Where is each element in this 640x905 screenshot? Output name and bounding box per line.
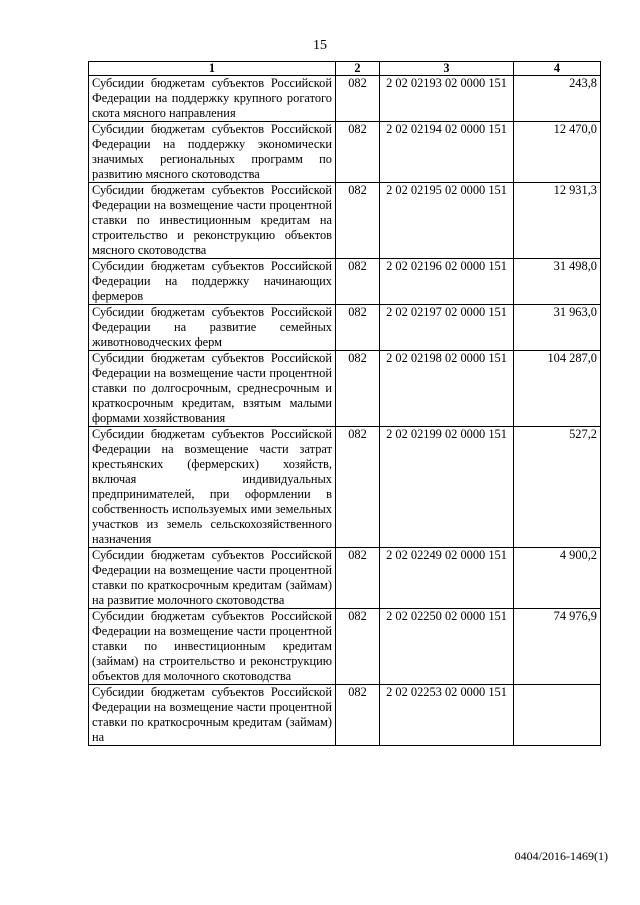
- row-name: Субсидии бюджетам субъектов Российской Федерации на возмещение части процентной ставки по краткосрочным кредитам (займам) на: [89, 685, 336, 746]
- table-row: [89, 548, 601, 609]
- row-name: Субсидии бюджетам субъектов Российской Федерации на развитие семейных животноводческих ферм: [89, 305, 336, 351]
- row-admin-code: 082: [336, 122, 380, 183]
- row-classification-code: 2 02 02198 02 0000 151: [380, 351, 514, 427]
- table-row: [89, 609, 601, 685]
- row-admin-code: 082: [336, 609, 380, 685]
- row-name: Субсидии бюджетам субъектов Российской Федерации на поддержку начинающих фермеров: [89, 259, 336, 305]
- table-row: [89, 183, 601, 259]
- row-classification-code: 2 02 02253 02 0000 151: [380, 685, 514, 746]
- table-row: [89, 259, 601, 305]
- row-name: Субсидии бюджетам субъектов Российской Федерации на возмещение части процентной ставки по краткосрочным кредитам (займам) на развитие молочного скотоводства: [89, 548, 336, 609]
- row-name: Субсидии бюджетам субъектов Российской Федерации на возмещение части процентной ставки по инвестиционным кредитам (займам) на строительство и реконструкцию объектов для молочного скотоводства: [89, 609, 336, 685]
- row-admin-code: 082: [336, 685, 380, 746]
- row-classification-code: 2 02 02196 02 0000 151: [380, 259, 514, 305]
- row-admin-code: 082: [336, 351, 380, 427]
- row-name: Субсидии бюджетам субъектов Российской Федерации на поддержку экономически значимых региональных программ по развитию мясного скотоводства: [89, 122, 336, 183]
- column-header: 3: [380, 62, 514, 76]
- table-row: [89, 351, 601, 427]
- row-classification-code: 2 02 02197 02 0000 151: [380, 305, 514, 351]
- row-admin-code: 082: [336, 259, 380, 305]
- table-header-row: [89, 62, 601, 76]
- row-classification-code: 2 02 02249 02 0000 151: [380, 548, 514, 609]
- table-row: [89, 76, 601, 122]
- row-admin-code: 082: [336, 305, 380, 351]
- column-header: 2: [336, 62, 380, 76]
- row-classification-code: 2 02 02193 02 0000 151: [380, 76, 514, 122]
- table-row: [89, 427, 601, 548]
- column-header: 1: [89, 62, 336, 76]
- table-row: [89, 685, 601, 746]
- row-amount: 31 963,0: [514, 305, 601, 351]
- row-amount: 12 470,0: [514, 122, 601, 183]
- row-amount: 74 976,9: [514, 609, 601, 685]
- row-amount: 104 287,0: [514, 351, 601, 427]
- budget-revenue-table: [88, 61, 601, 746]
- row-name: Субсидии бюджетам субъектов Российской Федерации на возмещение части процентной ставки по инвестиционным кредитам на строительство и реконструкцию объектов мясного скотоводства: [89, 183, 336, 259]
- row-amount: [514, 685, 601, 746]
- table-row: [89, 122, 601, 183]
- row-amount: 12 931,3: [514, 183, 601, 259]
- table-row: [89, 305, 601, 351]
- row-classification-code: 2 02 02250 02 0000 151: [380, 609, 514, 685]
- row-classification-code: 2 02 02194 02 0000 151: [380, 122, 514, 183]
- row-admin-code: 082: [336, 76, 380, 122]
- row-amount: 4 900,2: [514, 548, 601, 609]
- document-footer-code: 0404/2016-1469(1): [514, 849, 608, 863]
- row-name: Субсидии бюджетам субъектов Российской Федерации на возмещение части процентной ставки по долгосрочным, среднесрочным и краткосрочным кредитам, взятым малыми формами хозяйствования: [89, 351, 336, 427]
- column-header: 4: [514, 62, 601, 76]
- row-name: Субсидии бюджетам субъектов Российской Федерации на возмещение части затрат крестьянских (фермерских) хозяйств, включая индивидуальных предпринимателей, при оформлении в собственность используемых ими земельных участков из земель сельскохозяйственного назначения: [89, 427, 336, 548]
- row-admin-code: 082: [336, 427, 380, 548]
- row-amount: 31 498,0: [514, 259, 601, 305]
- row-admin-code: 082: [336, 548, 380, 609]
- row-amount: 243,8: [514, 76, 601, 122]
- row-admin-code: 082: [336, 183, 380, 259]
- page-number: 15: [313, 38, 327, 53]
- row-amount: 527,2: [514, 427, 601, 548]
- row-name: Субсидии бюджетам субъектов Российской Федерации на поддержку крупного рогатого скота мясного направления: [89, 76, 336, 122]
- row-classification-code: 2 02 02195 02 0000 151: [380, 183, 514, 259]
- row-classification-code: 2 02 02199 02 0000 151: [380, 427, 514, 548]
